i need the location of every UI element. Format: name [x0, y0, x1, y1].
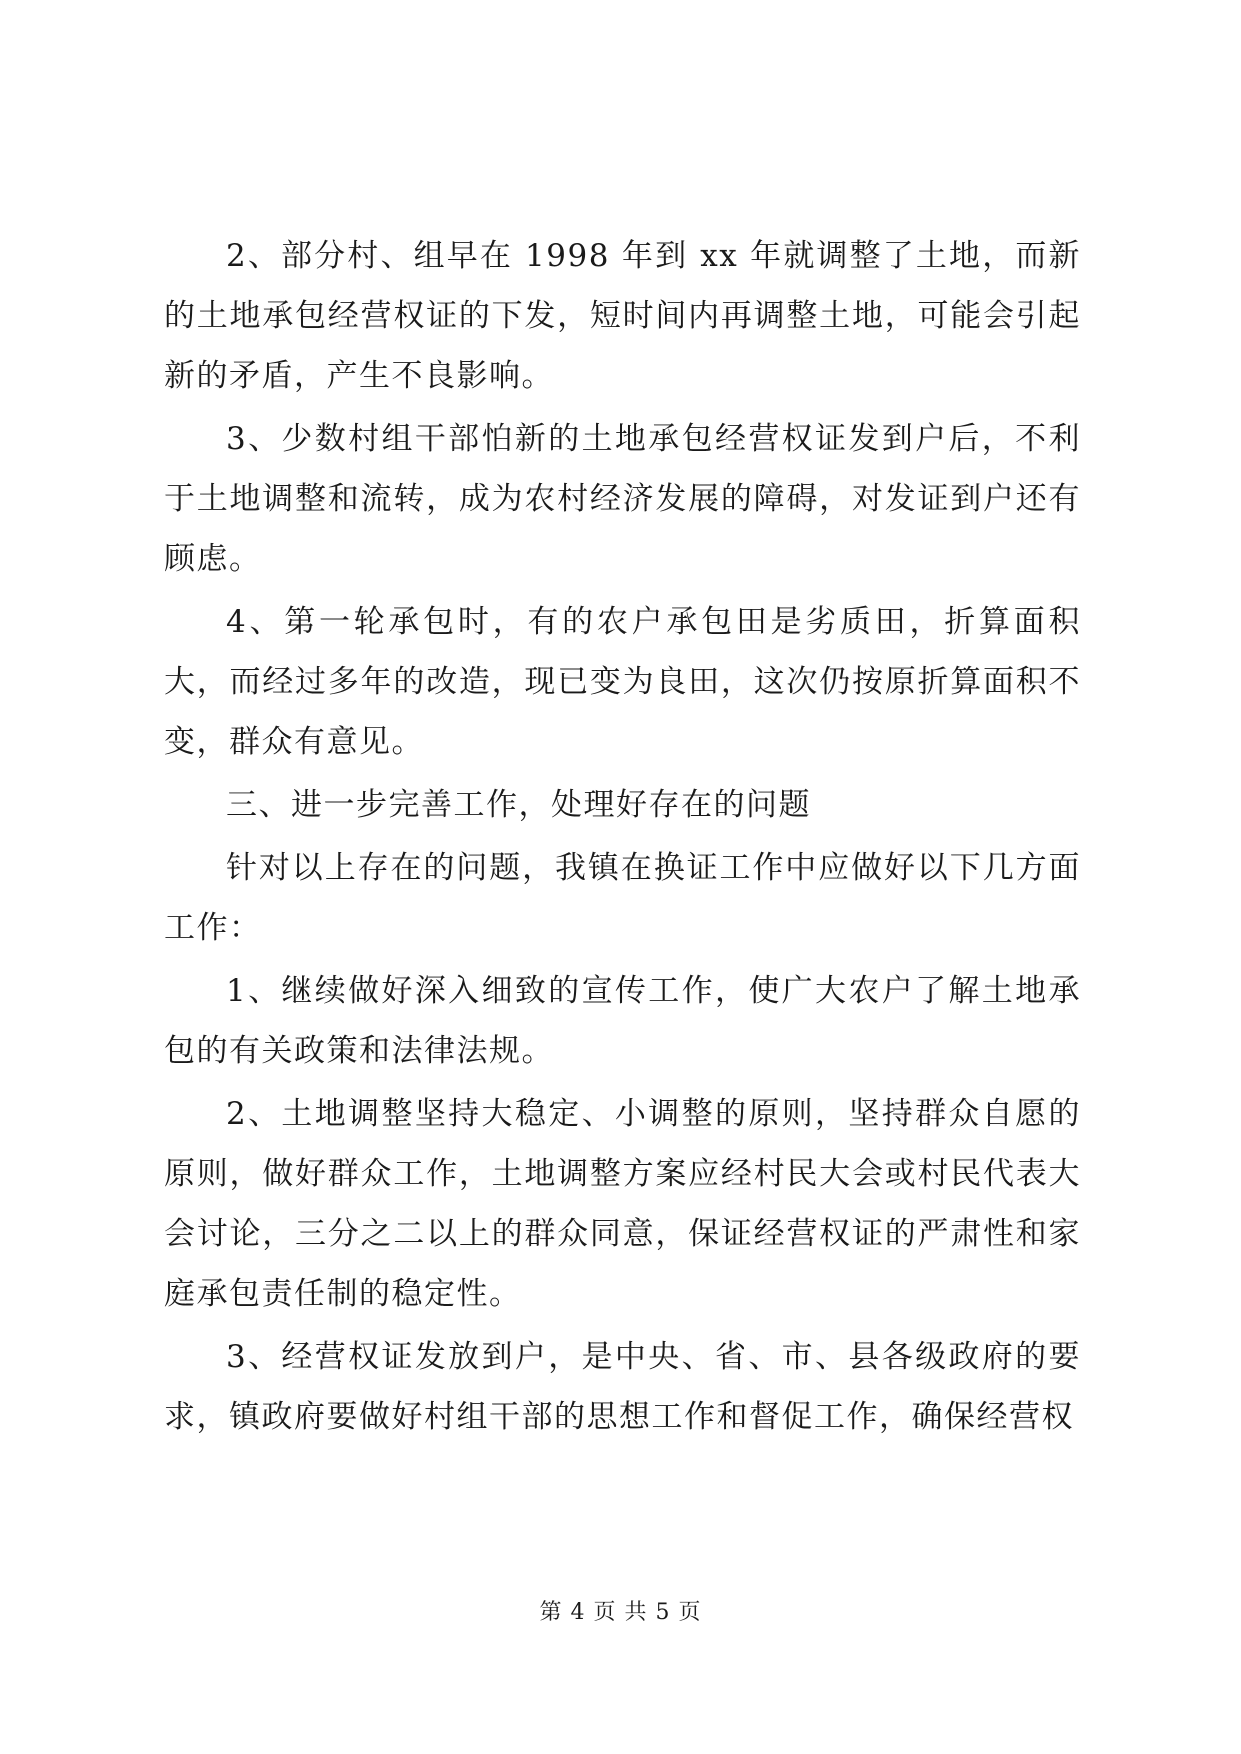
document-body	[164, 226, 1081, 1450]
paragraph: 3、少数村组干部怕新的土地承包经营权证发到户后，不利于土地调整和流转，成为农村经济发展的障碍，对发证到户还有顾虑。	[164, 421, 1081, 577]
paragraph: 2、土地调整坚持大稳定、小调整的原则，坚持群众自愿的原则，做好群众工作，土地调整方案应经村民大会或村民代表大会讨论，三分之二以上的群众同意，保证经营权证的严肃性和家庭承包责任制的稳定性。	[164, 1096, 1081, 1312]
paragraph: 2、部分村、组早在 1998 年到 xx 年就调整了土地，而新的土地承包经营权证的下发，短时间内再调整土地，可能会引起新的矛盾，产生不良影响。	[164, 238, 1081, 394]
paragraph: 4、第一轮承包时，有的农户承包田是劣质田，折算面积大，而经过多年的改造，现已变为良田，这次仍按原折算面积不变，群众有意见。	[164, 604, 1081, 760]
paragraph: 3、经营权证发放到户，是中央、省、市、县各级政府的要求，镇政府要做好村组干部的思想工作和督促工作，确保经营权	[164, 1339, 1081, 1435]
paragraph: 针对以上存在的问题，我镇在换证工作中应做好以下几方面工作：	[164, 850, 1081, 946]
page-number-footer: 第 4 页 共 5 页	[539, 1600, 702, 1625]
paragraph: 1、继续做好深入细致的宣传工作，使广大农户了解土地承包的有关政策和法律法规。	[164, 973, 1081, 1069]
section-heading: 三、进一步完善工作，处理好存在的问题	[226, 787, 811, 823]
